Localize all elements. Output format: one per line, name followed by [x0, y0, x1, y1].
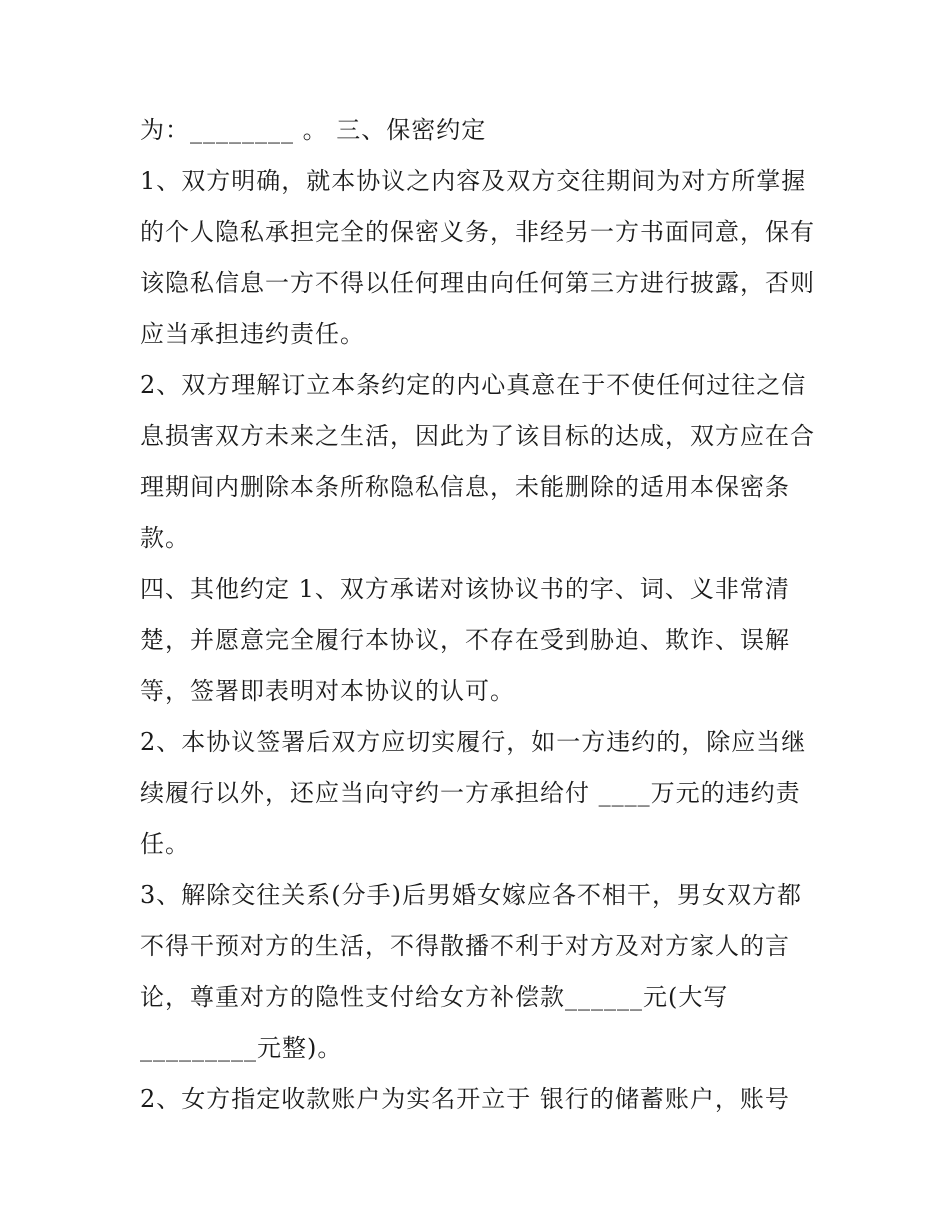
text-line: 楚，并愿意完全履行本协议，不存在受到胁迫、欺诈、误解: [140, 626, 790, 654]
document-body: [140, 105, 820, 1125]
text-line: 不得干预对方的生活，不得散播不利于对方及对方家人的言: [140, 932, 790, 960]
text-line: 的个人隐私承担完全的保密义务，非经另一方书面同意，保有: [140, 218, 815, 246]
text-line: 为：________ 。 三、保密约定: [140, 116, 487, 144]
text-line: 款。: [140, 524, 190, 552]
text-line: 2、双方理解订立本条约定的内心真意在于不使任何过往之信: [140, 371, 807, 399]
text-line: 等，签署即表明对本协议的认可。: [140, 677, 515, 705]
text-line: 该隐私信息一方不得以任何理由向任何第三方进行披露，否则: [140, 269, 815, 297]
text-line: 四、其他约定 1、双方承诺对该协议书的字、词、义非常清: [140, 575, 790, 603]
text-line: 2、本协议签署后双方应切实履行，如一方违约的，除应当继: [140, 728, 807, 756]
text-line: 理期间内删除本条所称隐私信息，未能删除的适用本保密条: [140, 473, 790, 501]
text-line: 1、双方明确，就本协议之内容及双方交往期间为对方所掌握: [140, 167, 807, 195]
text-line: 3、解除交往关系(分手)后男婚女嫁应各不相干，男女双方都: [140, 881, 802, 909]
text-line: 任。: [140, 830, 190, 858]
text-line: 息损害双方未来之生活，因此为了该目标的达成，双方应在合: [140, 422, 815, 450]
text-line: 2、女方指定收款账户为实名开立于 银行的储蓄账户，账号: [140, 1085, 790, 1113]
text-line: 论，尊重对方的隐性支付给女方补偿款______元(大写: [140, 983, 729, 1011]
text-line: _________元整)。: [140, 1034, 343, 1062]
text-line: 应当承担违约责任。: [140, 320, 365, 348]
text-line: 续履行以外，还应当向守约一方承担给付 ____万元的违约责: [140, 779, 801, 807]
